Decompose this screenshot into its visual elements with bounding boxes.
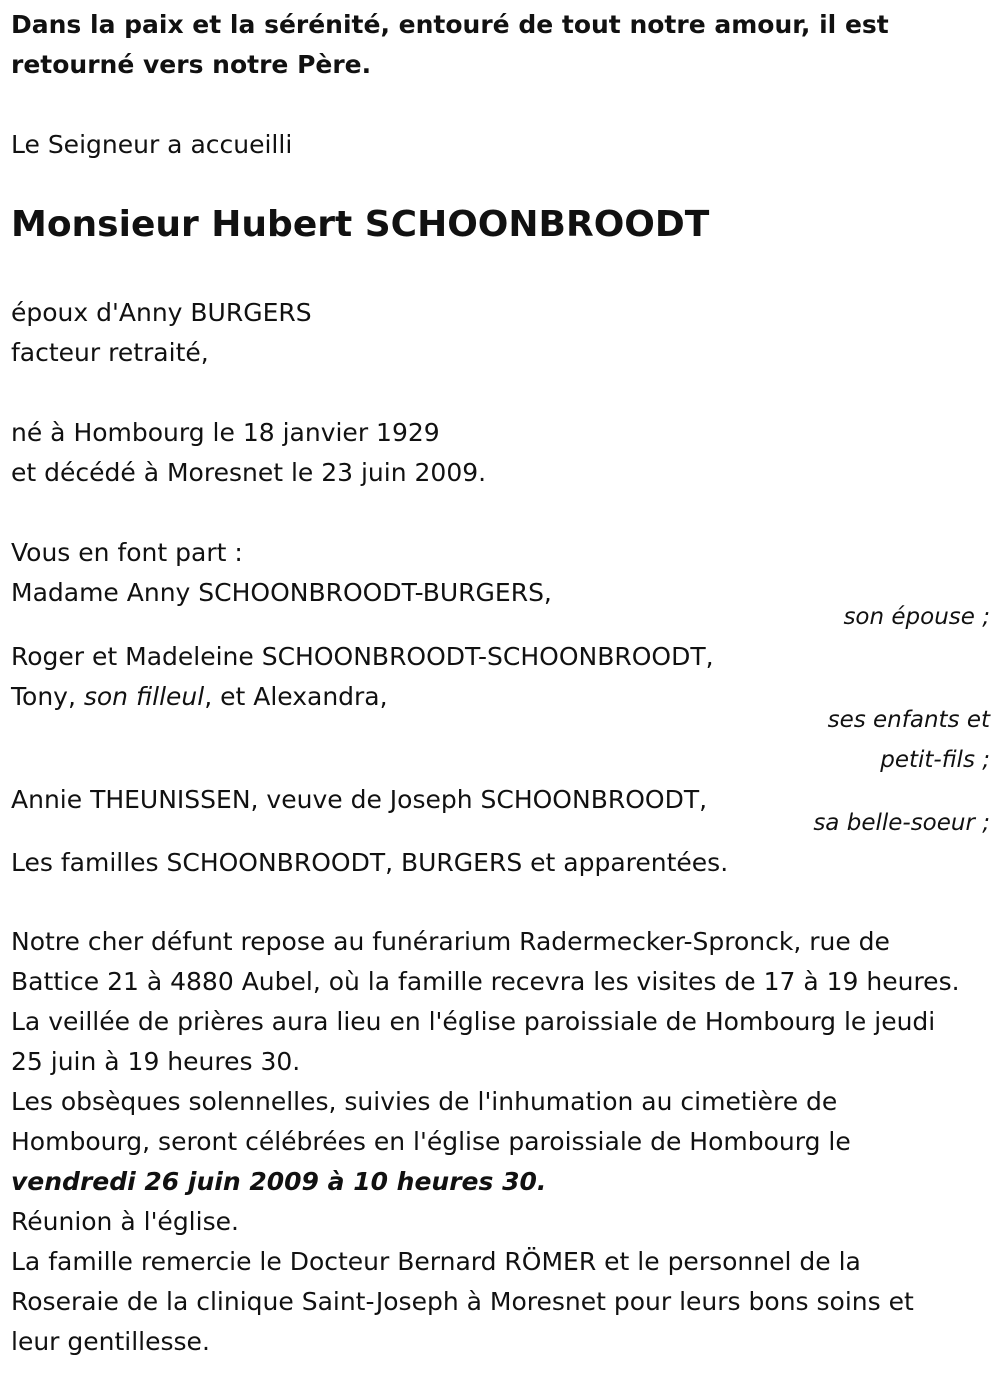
spouse-line: époux d'Anny BURGERS [11, 298, 312, 327]
funeral-date: vendredi 26 juin 2009 à 10 heures 30. [11, 1167, 547, 1196]
profession-line: facteur retraité, [11, 338, 209, 367]
families-line: Les familles SCHOONBROODT, BURGERS et apparentées. [11, 848, 729, 877]
intro-line-2: retourné vers notre Père. [11, 50, 372, 79]
grandson-pre: Tony, [11, 682, 84, 711]
details-line-4: 25 juin à 19 heures 30. [11, 1047, 301, 1076]
details-line-1: Notre cher défunt repose au funérarium Radermecker-Spronck, rue de [11, 927, 890, 956]
children-role-1: ses enfants et [827, 707, 990, 733]
details-line-2: Battice 21 à 4880 Aubel, où la famille recevra les visites de 17 à 19 heures. [11, 967, 960, 996]
sister-in-law-line: Annie THEUNISSEN, veuve de Joseph SCHOONBROODT, [11, 785, 708, 814]
deceased-name: Monsieur Hubert SCHOONBROODT [11, 204, 710, 245]
details-line-5: Les obsèques solennelles, suivies de l'inhumation au cimetière de [11, 1087, 838, 1116]
details-paragraph [11, 922, 996, 1362]
widow-role: son épouse ; [843, 604, 990, 630]
welcome-text: Le Seigneur a accueilli [11, 130, 293, 159]
widow-line: Madame Anny SCHOONBROODT-BURGERS, [11, 578, 552, 607]
details-line-6: Hombourg, seront célébrées en l'église paroissiale de Hombourg le [11, 1127, 851, 1156]
children-line: Roger et Madeleine SCHOONBROODT-SCHOONBROODT, [11, 642, 714, 671]
grandson-line [11, 677, 388, 717]
details-line-8: Réunion à l'église. [11, 1207, 239, 1236]
details-line-11: leur gentillesse. [11, 1327, 210, 1356]
intro-line-1: Dans la paix et la sérénité, entouré de tout notre amour, il est [11, 10, 889, 39]
birth-line: né à Hombourg le 18 janvier 1929 [11, 418, 440, 447]
children-role-2: petit-fils ; [880, 747, 990, 773]
grandson-post: , et Alexandra, [204, 682, 388, 711]
details-line-9: La famille remercie le Docteur Bernard RÖMER et le personnel de la [11, 1247, 861, 1276]
sister-in-law-role: sa belle-soeur ; [813, 810, 990, 836]
death-line: et décédé à Moresnet le 23 juin 2009. [11, 458, 487, 487]
grandson-italic: son filleul [83, 682, 205, 711]
details-line-10: Roseraie de la clinique Saint-Joseph à Moresnet pour leurs bons soins et [11, 1287, 914, 1316]
announce-line: Vous en font part : [11, 538, 243, 567]
details-line-3: La veillée de prières aura lieu en l'église paroissiale de Hombourg le jeudi [11, 1007, 936, 1036]
